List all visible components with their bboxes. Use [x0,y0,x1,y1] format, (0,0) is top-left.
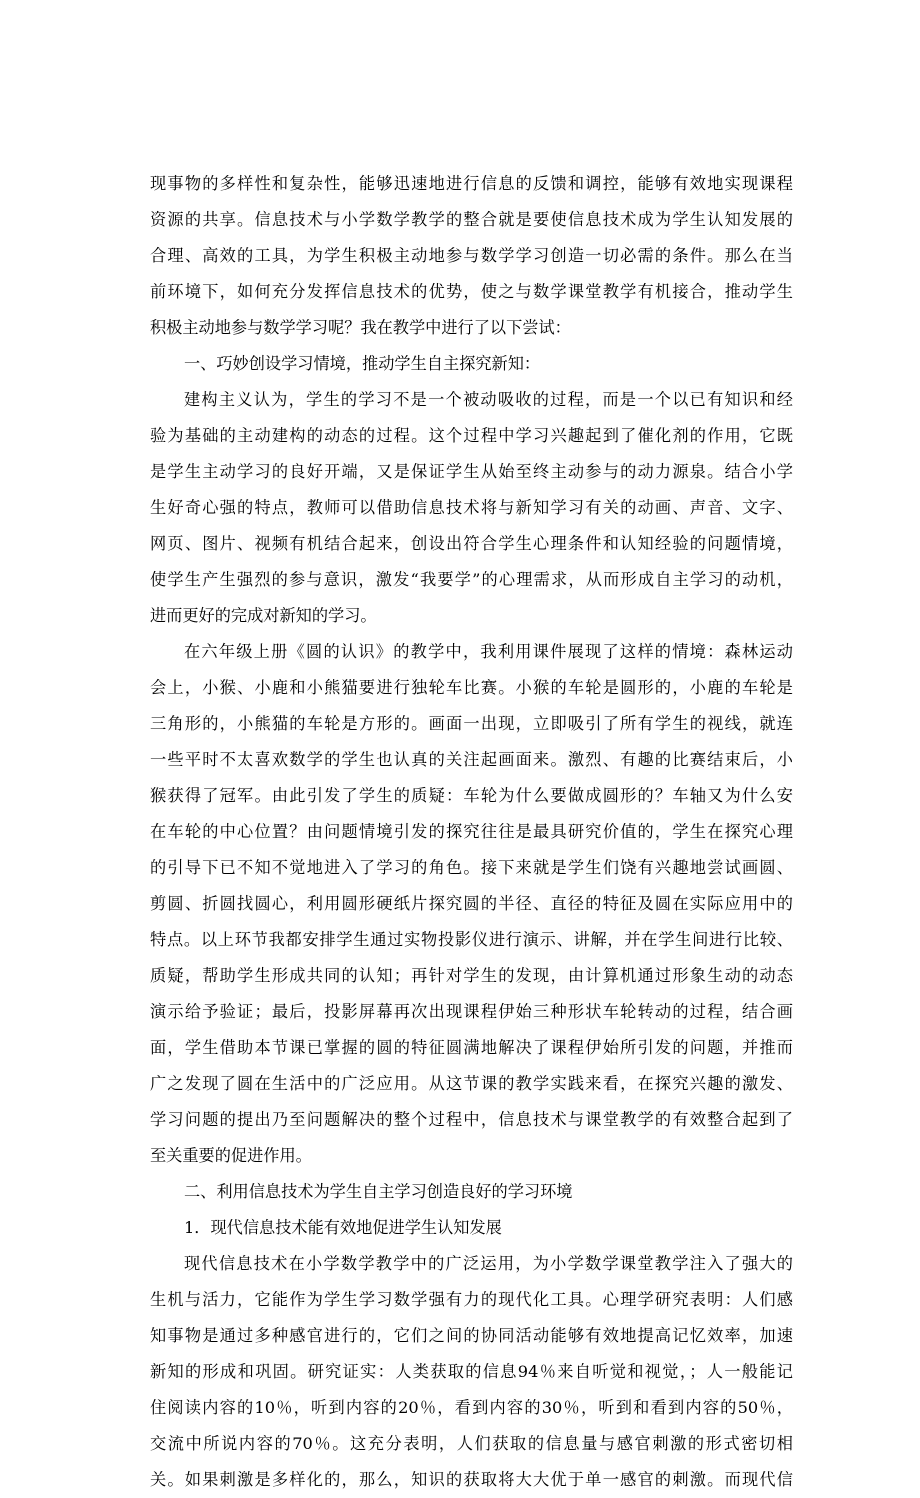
text-line: 网页、图片、视频有机结合起来，创设出符合学生心理条件和认知经验的问题情境， [150,534,793,553]
text-line: 在车轮的中心位置？由问题情境引发的探究往往是最具研究价值的，学生在探究心理 [150,822,793,841]
text-line: 知事物是通过多种感官进行的，它们之间的协同活动能够有效地提高记忆效率，加速 [150,1326,793,1345]
document-page [150,166,793,1498]
text-line: 生机与活力，它能作为学生学习数学强有力的现代化工具。心理学研究表明：人们感 [150,1290,793,1309]
text-line: 使学生产生强烈的参与意识，激发“我要学”的心理需求，从而形成自主学习的动机， [150,570,793,589]
text-line: 1．现代信息技术能有效地促进学生认知发展 [184,1218,502,1237]
text-line: 的引导下已不知不觉地进入了学习的角色。接下来就是学生们饶有兴趣地尝试画圆、 [150,858,793,877]
text-line: 会上，小猴、小鹿和小熊猫要进行独轮车比赛。小猴的车轮是圆形的，小鹿的车轮是 [150,678,793,697]
text-line: 一、巧妙创设学习情境，推动学生自主探究新知： [184,354,541,373]
text-line: 一些平时不太喜欢数学的学生也认真的关注起画面来。激烈、有趣的比赛结束后，小 [150,750,793,769]
text-line: 关。如果刺激是多样化的，那么，知识的获取将大大优于单一感官的刺激。而现代信 [150,1470,793,1489]
text-line: 二、利用信息技术为学生自主学习创造良好的学习环境 [184,1182,573,1201]
text-line: 现事物的多样性和复杂性，能够迅速地进行信息的反馈和调控，能够有效地实现课程 [150,174,793,193]
text-line: 面，学生借助本节课已掌握的圆的特征圆满地解决了课程伊始所引发的问题，并推而 [150,1038,793,1057]
text-line: 特点。以上环节我都安排学生通过实物投影仪进行演示、讲解，并在学生间进行比较、 [150,930,793,949]
text-line: 是学生主动学习的良好开端，又是保证学生从始至终主动参与的动力源泉。结合小学 [150,462,793,481]
text-line: 交流中所说内容的70％。这充分表明，人们获取的信息量与感官刺激的形式密切相 [150,1434,793,1453]
text-line: 广之发现了圆在生活中的广泛应用。从这节课的教学实践来看，在探究兴趣的激发、 [150,1074,793,1093]
text-line: 建构主义认为，学生的学习不是一个被动吸收的过程，而是一个以已有知识和经 [184,390,793,409]
text-line: 积极主动地参与数学学习呢？我在教学中进行了以下尝试： [150,318,571,337]
text-line: 前环境下，如何充分发挥信息技术的优势，使之与数学课堂教学有机接合，推动学生 [150,282,793,301]
text-line: 在六年级上册《圆的认识》的教学中，我利用课件展现了这样的情境：森林运动 [184,642,793,661]
text-line: 新知的形成和巩固。研究证实：人类获取的信息94％来自听觉和视觉，；人一般能记 [150,1362,793,1381]
text-line: 三角形的，小熊猫的车轮是方形的。画面一出现，立即吸引了所有学生的视线，就连 [150,714,793,733]
text-line: 至关重要的促进作用。 [150,1146,312,1165]
text-line: 剪圆、折圆找圆心，利用圆形硬纸片探究圆的半径、直径的特征及圆在实际应用中的 [150,894,793,913]
text-line: 现代信息技术在小学数学教学中的广泛运用，为小学数学课堂教学注入了强大的 [184,1254,793,1273]
text-line: 演示给予验证；最后，投影屏幕再次出现课程伊始三种形状车轮转动的过程，结合画 [150,1002,793,1021]
text-line: 学习问题的提出乃至问题解决的整个过程中，信息技术与课堂教学的有效整合起到了 [150,1110,793,1129]
text-line: 猴获得了冠军。由此引发了学生的质疑：车轮为什么要做成圆形的？车轴又为什么安 [150,786,793,805]
text-line: 生好奇心强的特点，教师可以借助信息技术将与新知学习有关的动画、声音、文字、 [150,498,793,517]
text-line: 住阅读内容的10％，听到内容的20％，看到内容的30％，听到和看到内容的50％， [150,1398,793,1417]
text-line: 验为基础的主动建构的动态的过程。这个过程中学习兴趣起到了催化剂的作用，它既 [150,426,793,445]
text-line: 质疑，帮助学生形成共同的认知；再针对学生的发现，由计算机通过形象生动的动态 [150,966,793,985]
text-line: 合理、高效的工具，为学生积极主动地参与数学学习创造一切必需的条件。那么在当 [150,246,793,265]
text-line: 资源的共享。信息技术与小学数学教学的整合就是要使信息技术成为学生认知发展的 [150,210,793,229]
text-line: 进而更好的完成对新知的学习。 [150,606,377,625]
